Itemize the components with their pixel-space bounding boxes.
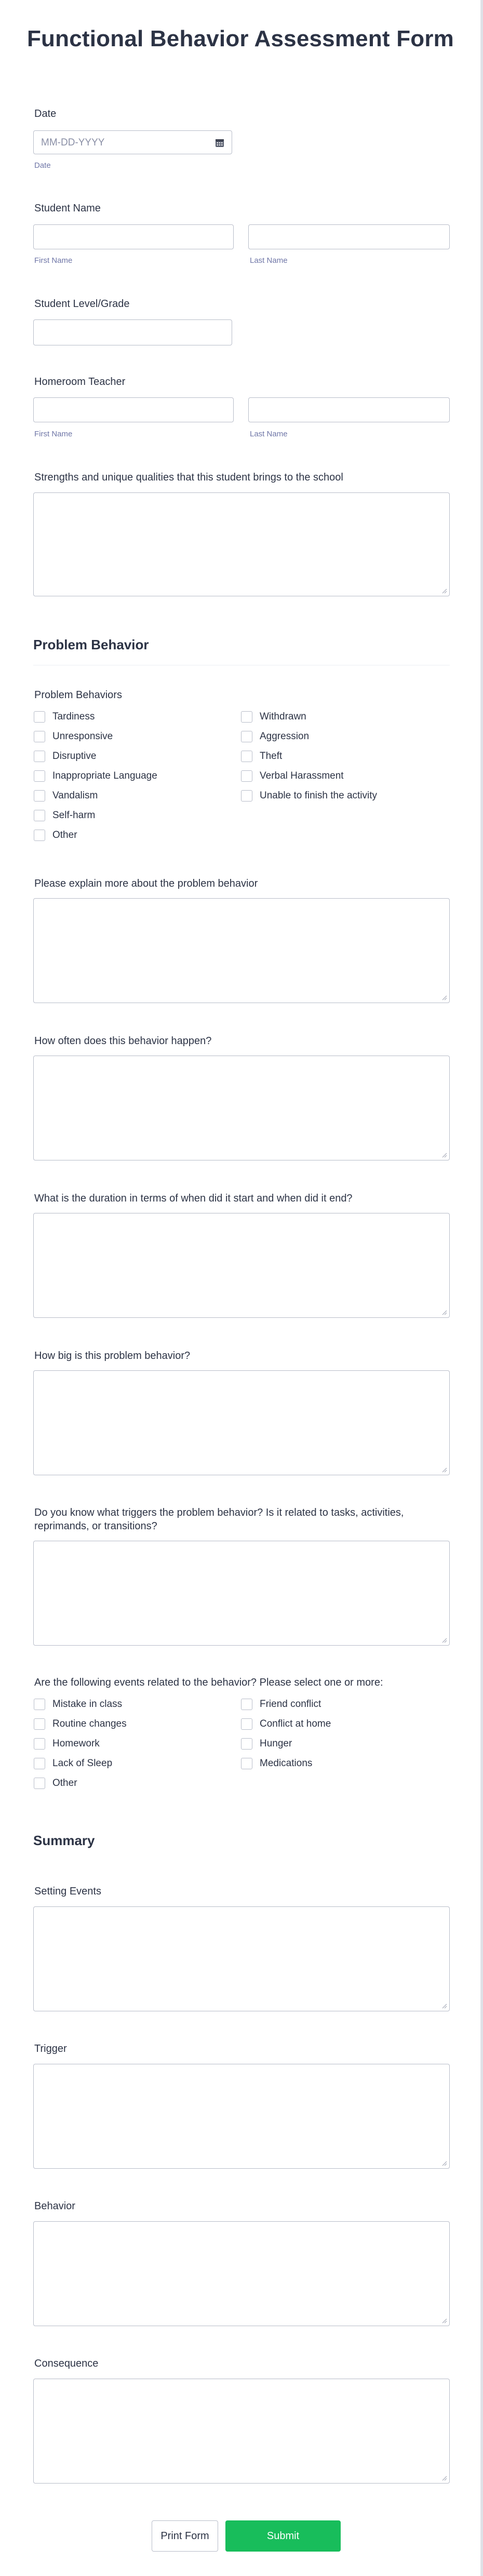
checkbox[interactable] <box>34 1758 45 1769</box>
problem-option-unable-to-finish[interactable] <box>241 789 377 803</box>
option-label: Friend conflict <box>260 1699 321 1710</box>
how-big-textarea[interactable] <box>33 1370 450 1475</box>
option-label: Other <box>52 830 77 840</box>
option-label: Conflict at home <box>260 1718 331 1729</box>
event-option-hunger[interactable] <box>241 1737 292 1751</box>
checkbox[interactable] <box>34 711 45 723</box>
student-first-name-input[interactable] <box>33 224 234 249</box>
resize-grip-icon[interactable] <box>441 588 447 594</box>
resize-grip-icon[interactable] <box>441 1466 447 1473</box>
checkbox[interactable] <box>241 770 252 782</box>
strengths-textarea[interactable] <box>33 492 450 596</box>
teacher-first-name-input[interactable] <box>33 397 234 422</box>
option-label: Medications <box>260 1758 313 1769</box>
resize-grip-icon[interactable] <box>441 1637 447 1643</box>
consequence-label: Consequence <box>34 2358 99 2369</box>
consequence-textarea[interactable] <box>33 2379 450 2484</box>
date-placeholder: MM-DD-YYYY <box>41 137 105 148</box>
related-events-label: Are the following events related to the behavior? Please select one or more: <box>34 1677 383 1688</box>
resize-grip-icon[interactable] <box>441 1152 447 1158</box>
problem-option-inappropriate-language[interactable] <box>34 769 157 783</box>
event-option-medications[interactable] <box>241 1757 312 1770</box>
problem-option-withdrawn[interactable] <box>241 710 306 724</box>
duration-label: What is the duration in terms of when did it start and when did it end? <box>34 1193 353 1204</box>
option-label: Tardiness <box>52 711 95 722</box>
problem-option-theft[interactable] <box>241 750 282 763</box>
problem-option-self-harm[interactable] <box>34 809 95 822</box>
how-often-label: How often does this behavior happen? <box>34 1035 212 1047</box>
event-option-mistake-in-class[interactable] <box>34 1698 122 1711</box>
explain-more-label: Please explain more about the problem behavior <box>34 878 258 889</box>
problem-option-tardiness[interactable] <box>34 710 95 724</box>
checkbox[interactable] <box>241 1738 252 1750</box>
strengths-label: Strengths and unique qualities that this student brings to the school <box>34 472 343 483</box>
student-name-label: Student Name <box>34 203 101 214</box>
behavior-textarea[interactable] <box>33 2221 450 2326</box>
checkbox[interactable] <box>34 810 45 821</box>
option-label: Withdrawn <box>260 711 306 722</box>
option-label: Verbal Harassment <box>260 770 344 781</box>
option-label: Other <box>52 1778 77 1788</box>
problem-option-other[interactable] <box>34 829 77 842</box>
date-label: Date <box>34 108 57 119</box>
option-label: Unresponsive <box>52 731 113 742</box>
trigger-label: Trigger <box>34 2043 67 2054</box>
date-input[interactable] <box>33 130 232 154</box>
option-label: Mistake in class <box>52 1699 123 1710</box>
option-label: Hunger <box>260 1738 292 1749</box>
resize-grip-icon[interactable] <box>441 2160 447 2166</box>
checkbox[interactable] <box>34 1738 45 1750</box>
checkbox[interactable] <box>34 790 45 802</box>
teacher-last-name-input[interactable] <box>248 397 450 422</box>
student-last-name-input[interactable] <box>248 224 450 249</box>
checkbox[interactable] <box>241 731 252 742</box>
checkbox[interactable] <box>34 1718 45 1730</box>
resize-grip-icon[interactable] <box>441 2475 447 2481</box>
problem-option-vandalism[interactable] <box>34 789 98 803</box>
calendar-icon[interactable] <box>215 138 224 148</box>
trigger-textarea[interactable] <box>33 2064 450 2169</box>
event-option-friend-conflict[interactable] <box>241 1698 321 1711</box>
resize-grip-icon[interactable] <box>441 994 447 1000</box>
checkbox[interactable] <box>34 830 45 841</box>
checkbox[interactable] <box>241 1758 252 1769</box>
student-level-input[interactable] <box>33 319 232 345</box>
resize-grip-icon[interactable] <box>441 2317 447 2324</box>
setting-events-textarea[interactable] <box>33 1906 450 2011</box>
student-level-label: Student Level/Grade <box>34 298 130 310</box>
triggers-label-line2: reprimands, or transitions? <box>34 1520 157 1532</box>
duration-textarea[interactable] <box>33 1213 450 1318</box>
checkbox[interactable] <box>241 790 252 802</box>
problem-option-unresponsive[interactable] <box>34 730 113 743</box>
checkbox[interactable] <box>241 711 252 723</box>
triggers-textarea[interactable] <box>33 1541 450 1646</box>
event-option-homework[interactable] <box>34 1737 100 1751</box>
option-label: Inappropriate Language <box>52 770 157 781</box>
option-label: Theft <box>260 751 283 762</box>
setting-events-label: Setting Events <box>34 1886 101 1897</box>
how-often-textarea[interactable] <box>33 1056 450 1160</box>
resize-grip-icon[interactable] <box>441 1309 447 1315</box>
checkbox[interactable] <box>34 770 45 782</box>
how-big-label: How big is this problem behavior? <box>34 1350 191 1362</box>
submit-button[interactable]: Submit <box>225 2520 341 2552</box>
print-form-button[interactable]: Print Form <box>152 2520 218 2552</box>
event-option-conflict-at-home[interactable] <box>241 1717 331 1731</box>
student-first-name-sublabel: First Name <box>34 256 73 265</box>
homeroom-teacher-label: Homeroom Teacher <box>34 376 126 388</box>
problem-option-aggression[interactable] <box>241 730 309 743</box>
date-sublabel: Date <box>34 161 51 170</box>
option-label: Disruptive <box>52 751 97 762</box>
checkbox[interactable] <box>34 1778 45 1789</box>
checkbox[interactable] <box>241 751 252 762</box>
option-label: Routine changes <box>52 1718 127 1729</box>
explain-more-textarea[interactable] <box>33 898 450 1003</box>
student-last-name-sublabel: Last Name <box>250 256 288 265</box>
checkbox[interactable] <box>34 751 45 762</box>
event-option-other[interactable] <box>34 1777 77 1790</box>
resize-grip-icon[interactable] <box>441 2003 447 2009</box>
checkbox[interactable] <box>34 731 45 742</box>
problem-option-verbal-harassment[interactable] <box>241 769 344 783</box>
scrollbar-track[interactable] <box>481 0 483 2576</box>
checkbox[interactable] <box>241 1699 252 1710</box>
checkbox[interactable] <box>34 1699 45 1710</box>
option-label: Homework <box>52 1738 100 1749</box>
event-option-routine-changes[interactable] <box>34 1717 127 1731</box>
option-label: Aggression <box>260 731 310 742</box>
behavior-label: Behavior <box>34 2200 75 2212</box>
summary-heading: Summary <box>33 1833 95 1848</box>
option-label: Unable to finish the activity <box>260 790 378 801</box>
triggers-label-line1: Do you know what triggers the problem behavior? Is it related to tasks, activities, <box>34 1507 404 1518</box>
teacher-first-name-sublabel: First Name <box>34 430 73 438</box>
option-label: Vandalism <box>52 790 98 801</box>
teacher-last-name-sublabel: Last Name <box>250 430 288 438</box>
problem-option-disruptive[interactable] <box>34 750 96 763</box>
form-title: Functional Behavior Assessment Form <box>26 26 454 51</box>
problem-behaviors-label: Problem Behaviors <box>34 689 122 701</box>
problem-behavior-heading: Problem Behavior <box>33 637 149 652</box>
event-option-lack-of-sleep[interactable] <box>34 1757 112 1770</box>
checkbox[interactable] <box>241 1718 252 1730</box>
option-label: Self-harm <box>52 810 96 821</box>
option-label: Lack of Sleep <box>52 1758 113 1769</box>
